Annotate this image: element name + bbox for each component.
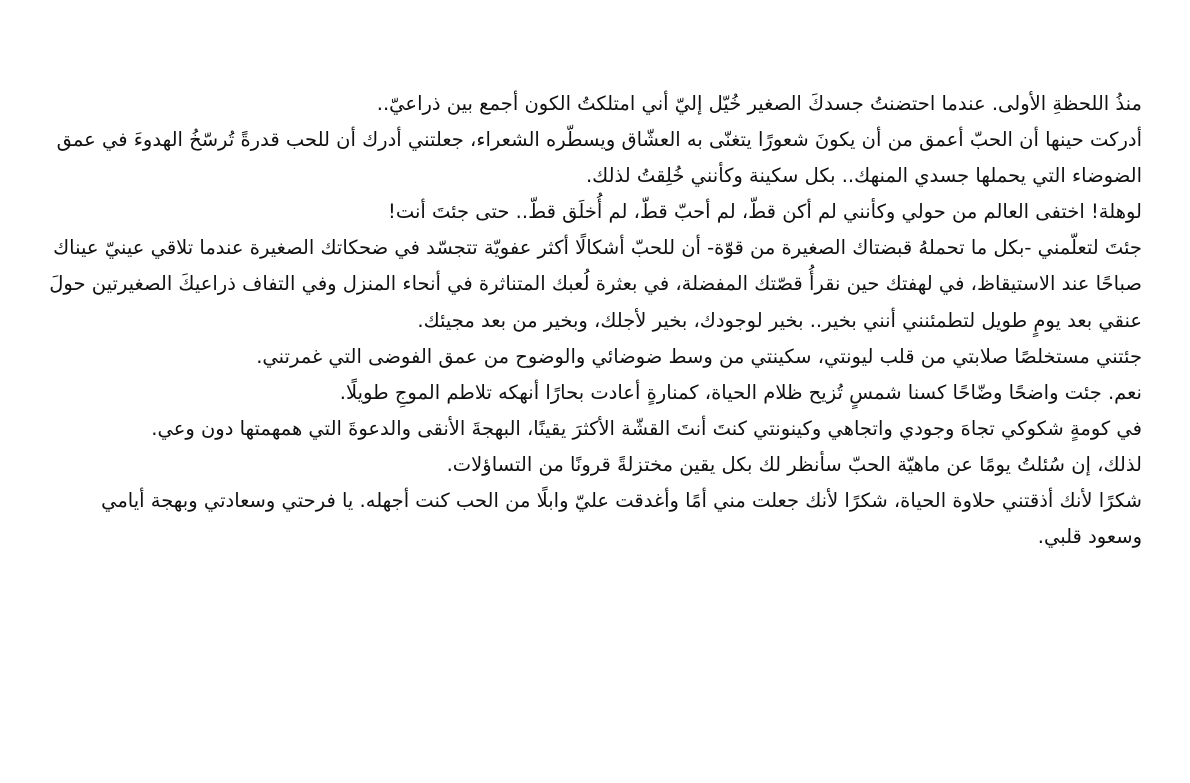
paragraph-you-came-to-teach: جئتَ لتعلّمني -بكل ما تحملهُ قبضتاك الصغيرة من قوّة- أن للحبّ أشكالًا أكثر عفويّة تتجسّد في ضحكاتك الصغيرة عندما تلاقي عينيّ عيناك صباحًا عند الاستيقاظ، في لهفتك حين نقرأُ قصّتك المفضلة، في بعثرة لُعبك المتناثرة في أنحاء المنزل وفي التفاف ذراعيكَ الصغيرتين حولَ عنقي بعد يومٍ طويل لتطمئنني أنني بخير.. بخير لوجودك، بخير لأجلك، وبخير من بعد مجيئك. (49, 236, 1142, 332)
paragraph-strength-softness: جئتني مستخلصًا صلابتي من قلب ليونتي، سكينتي من وسط ضوضائي والوضوح من عمق الفوضى التي غمرتني. (256, 344, 1142, 368)
paragraph-thanks: شكرًا لأنك أذقتني حلاوة الحياة، شكرًا لأنك جعلت مني أمًا وأغدقت عليّ وابلًا من الحب كنت أجهله. يا فرحتي وسعادتي وبهجة أيامي وسعود قلبي. (101, 489, 1142, 549)
paragraph-love-depth: أدركت حينها أن الحبّ أعمق من أن يكونَ شعورًا يتغنّى به العشّاق ويسطّره الشعراء، جعلتني أدرك أن للحب قدرةً تُرسّخُ الهدوءَ في عمق الضوضاء التي يحملها جسدي المنهك.. بكل سكينة وكأنني خُلِقتُ لذلك. (56, 128, 1142, 188)
paragraph-opening: منذُ اللحظةِ الأولى. عندما احتضنتُ جسدكَ الصغير خُيّل إليّ أني امتلكتُ الكون أجمع بين ذراعيّ.. (376, 92, 1142, 115)
paragraph-world-vanished: لوهلة! اختفى العالم من حولي وكأنني لم أكن قطّ، لم أحبّ قطّ، لم أُخلَق قطّ.. حتى جئتَ أنت! (388, 200, 1142, 224)
document-body (48, 86, 1142, 555)
paragraph-certainty: في كومةٍ شكوكي تجاهَ وجودي واتجاهي وكينونتي كنتَ أنتَ القشّة الأكثرَ يقينًا، البهجةَ الأنقى والدعوةَ التي همهمتها دون وعي. (151, 416, 1142, 440)
paragraph-clarity: نعم. جئت واضحًا وضّاحًا كسنا شمسٍ تُزيح ظلام الحياة، كمنارةٍ أعادت بحارًا أنهكه تلاطم الموجِ طويلًا. (339, 380, 1142, 404)
paragraph-what-is-love: لذلك، إن سُئلتُ يومًا عن ماهيّة الحبّ سأنظر لك بكل يقين مختزلةً قرونًا من التساؤلات. (446, 452, 1142, 476)
